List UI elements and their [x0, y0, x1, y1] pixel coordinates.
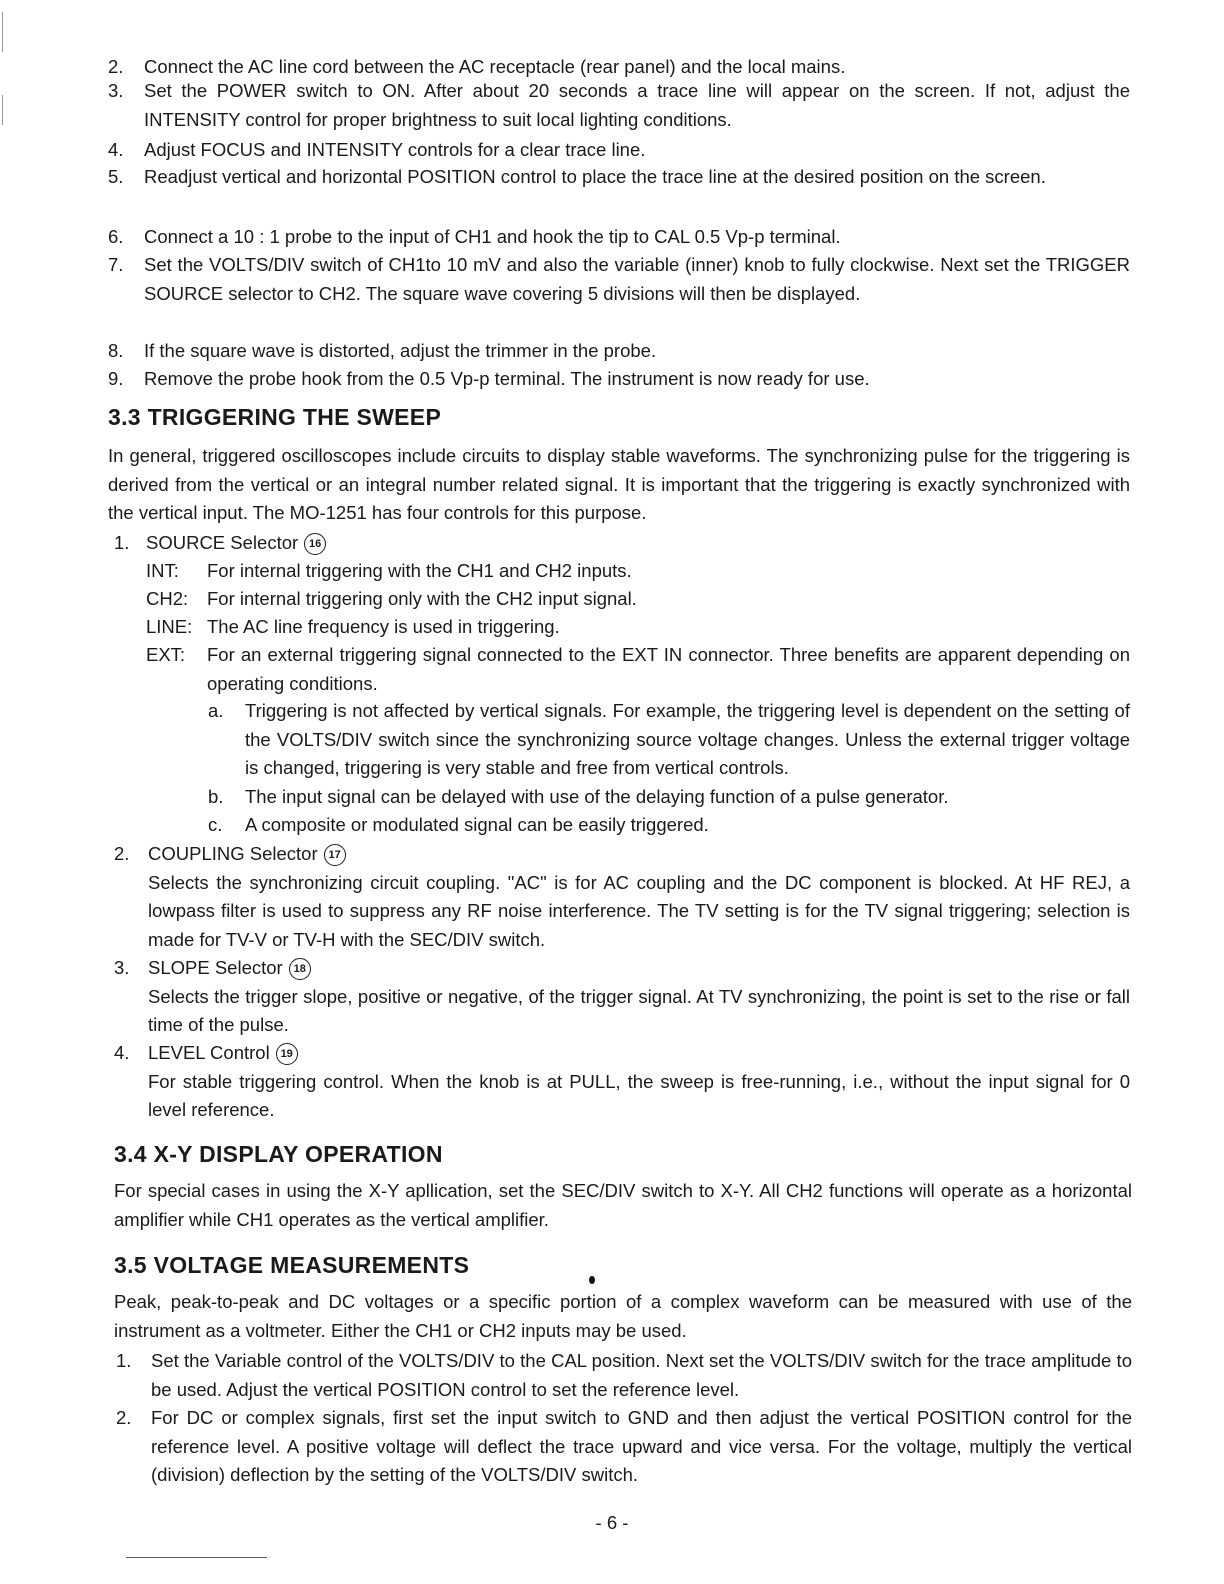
ink-speck — [589, 1276, 595, 1284]
paragraph: For special cases in using the X-Y apllication, set the SEC/DIV switch to X-Y. All CH2 functions will operate as a horizontal amplifier while CH1 operates as the vertical amplifier. — [114, 1180, 1132, 1230]
item-number: 2. — [114, 843, 130, 864]
circled-number-icon: 17 — [324, 844, 346, 866]
option-label: CH2: — [146, 588, 189, 609]
paragraph: In general, triggered oscilloscopes include circuits to display stable waveforms. The synchronizing pulse for the triggering is derived from the vertical or an integral number related signal. It is important that the triggering is exactly synchronized with the vertical input. The MO-1251 has four controls for this purpose. — [108, 445, 1130, 523]
item-title-text: LEVEL Control — [148, 1042, 270, 1063]
option-label: INT: — [146, 560, 179, 581]
item-text: For DC or complex signals, first set the input switch to GND and then adjust the vertical POSITION control for the reference level. A positive voltage will deflect the trace upward and vice versa. For the voltage, multiply the vertical (division) deflection by the setting of the VOLTS/DIV switch. — [151, 1407, 1132, 1485]
item-title — [148, 954, 1130, 983]
step-text: Set the POWER switch to ON. After about 20 seconds a trace line will appear on the screen. If not, adjust the INTENSITY control for proper brightness to suit local lighting conditions. — [144, 80, 1130, 130]
option-label: EXT: — [146, 644, 186, 665]
step-number: 9. — [108, 368, 124, 389]
item-title — [148, 840, 1130, 869]
step-number: 4. — [108, 139, 124, 160]
option-text: For an external triggering signal connected to the EXT IN connector. Three benefits are apparent depending on operating conditions. — [207, 644, 1130, 694]
step-text: Connect the AC line cord between the AC receptacle (rear panel) and the local mains. — [144, 56, 846, 77]
item-title — [146, 532, 326, 553]
benefit-label: c. — [208, 814, 223, 835]
step-number: 7. — [108, 254, 124, 275]
source-option-line — [146, 613, 1130, 642]
step-number: 5. — [108, 166, 124, 187]
level-control-item — [114, 1039, 1130, 1125]
item-number: 2. — [116, 1407, 132, 1428]
section-heading-3-3: 3.3 TRIGGERING THE SWEEP — [108, 404, 442, 430]
scan-edge-mark — [2, 95, 3, 125]
item-title — [148, 1039, 1130, 1068]
step-item — [108, 365, 1130, 394]
scan-edge-mark — [2, 12, 3, 52]
option-text: The AC line frequency is used in triggering. — [207, 616, 560, 637]
measurement-step — [116, 1404, 1132, 1490]
benefit-label: a. — [208, 700, 224, 721]
step-number: 6. — [108, 226, 124, 247]
ext-benefit-b — [208, 783, 1130, 812]
section-paragraph — [114, 1177, 1132, 1234]
step-item — [108, 223, 1130, 252]
source-selector-item — [114, 529, 1130, 558]
ext-benefit-a — [208, 697, 1130, 783]
benefit-text: Triggering is not affected by vertical signals. For example, the triggering level is dependent on the setting of the VOLTS/DIV switch since the synchronizing source voltage changes. Unless the external trigger voltage is changed, triggering is very stable and free from vertical controls. — [245, 700, 1130, 778]
section-heading-3-5: 3.5 VOLTAGE MEASUREMENTS — [114, 1252, 470, 1278]
item-number: 4. — [114, 1042, 130, 1063]
step-text: Readjust vertical and horizontal POSITION control to place the trace line at the desired position on the screen. — [144, 166, 1046, 187]
item-text: Selects the synchronizing circuit coupling. "AC" is for AC coupling and the DC component is blocked. At HF REJ, a lowpass filter is used to suppress any RF noise interference. The TV setting is for the TV signal triggering; selection is made for TV-V or TV-H with the SEC/DIV switch. — [148, 871, 1130, 950]
circled-number-icon: 18 — [289, 958, 311, 980]
step-text: If the square wave is distorted, adjust the trimmer in the probe. — [144, 340, 657, 361]
section-intro — [108, 442, 1130, 528]
source-option-ch2 — [146, 585, 1130, 614]
source-option-int — [146, 557, 1130, 586]
benefit-text: The input signal can be delayed with use of the delaying function of a pulse generator. — [245, 786, 949, 807]
item-title-text: COUPLING Selector — [148, 843, 318, 864]
step-text: Set the VOLTS/DIV switch of CH1to 10 mV and also the variable (inner) knob to fully clockwise. Next set the TRIGGER SOURCE selector to CH2. The square wave covering 5 divisions will then be displayed. — [144, 254, 1130, 304]
step-number: 8. — [108, 340, 124, 361]
item-number: 1. — [116, 1350, 132, 1371]
benefit-text: A composite or modulated signal can be easily triggered. — [245, 814, 709, 835]
section-heading-3-4: 3.4 X-Y DISPLAY OPERATION — [114, 1141, 443, 1167]
circled-number-icon: 19 — [276, 1043, 298, 1065]
step-item — [108, 77, 1130, 134]
item-text: Selects the trigger slope, positive or negative, of the trigger signal. At TV synchronizing, the point is set to the rise or fall time of the pulse. — [148, 985, 1130, 1035]
slope-selector-item — [114, 954, 1130, 1040]
step-number: 2. — [108, 56, 124, 77]
step-text: Remove the probe hook from the 0.5 Vp-p terminal. The instrument is now ready for use. — [144, 368, 870, 389]
option-text: For internal triggering only with the CH2 input signal. — [207, 588, 637, 609]
step-item — [108, 136, 1130, 165]
ext-benefit-c — [208, 811, 1130, 840]
page-number: - 6 - — [595, 1512, 629, 1533]
item-number: 3. — [114, 957, 130, 978]
item-text: For stable triggering control. When the knob is at PULL, the sweep is free-running, i.e., without the input signal for 0 level reference. — [148, 1070, 1130, 1120]
circled-number-icon: 16 — [304, 533, 326, 555]
item-title-text: SOURCE Selector — [146, 532, 299, 553]
option-text: For internal triggering with the CH1 and CH2 inputs. — [207, 560, 632, 581]
step-number: 3. — [108, 80, 124, 101]
source-option-ext — [146, 641, 1130, 698]
step-text: Adjust FOCUS and INTENSITY controls for a clear trace line. — [144, 139, 646, 160]
item-number: 1. — [114, 532, 130, 553]
option-label: LINE: — [146, 616, 193, 637]
coupling-selector-item — [114, 840, 1130, 954]
step-item — [108, 163, 1130, 192]
measurement-step — [116, 1347, 1132, 1404]
benefit-label: b. — [208, 786, 224, 807]
item-title-text: SLOPE Selector — [148, 957, 283, 978]
footer-rule — [126, 1557, 267, 1558]
paragraph: Peak, peak-to-peak and DC voltages or a specific portion of a complex waveform can be measured with use of the instrument as a voltmeter. Either the CH1 or CH2 inputs may be used. — [114, 1291, 1132, 1341]
item-text: Set the Variable control of the VOLTS/DIV to the CAL position. Next set the VOLTS/DIV switch for the trace amplitude to be used. Adjust the vertical POSITION control to set the reference level. — [151, 1350, 1132, 1400]
step-item — [108, 251, 1130, 308]
step-text: Connect a 10 : 1 probe to the input of CH1 and hook the tip to CAL 0.5 Vp-p terminal. — [144, 226, 841, 247]
section-intro — [114, 1288, 1132, 1345]
step-item — [108, 337, 1130, 366]
